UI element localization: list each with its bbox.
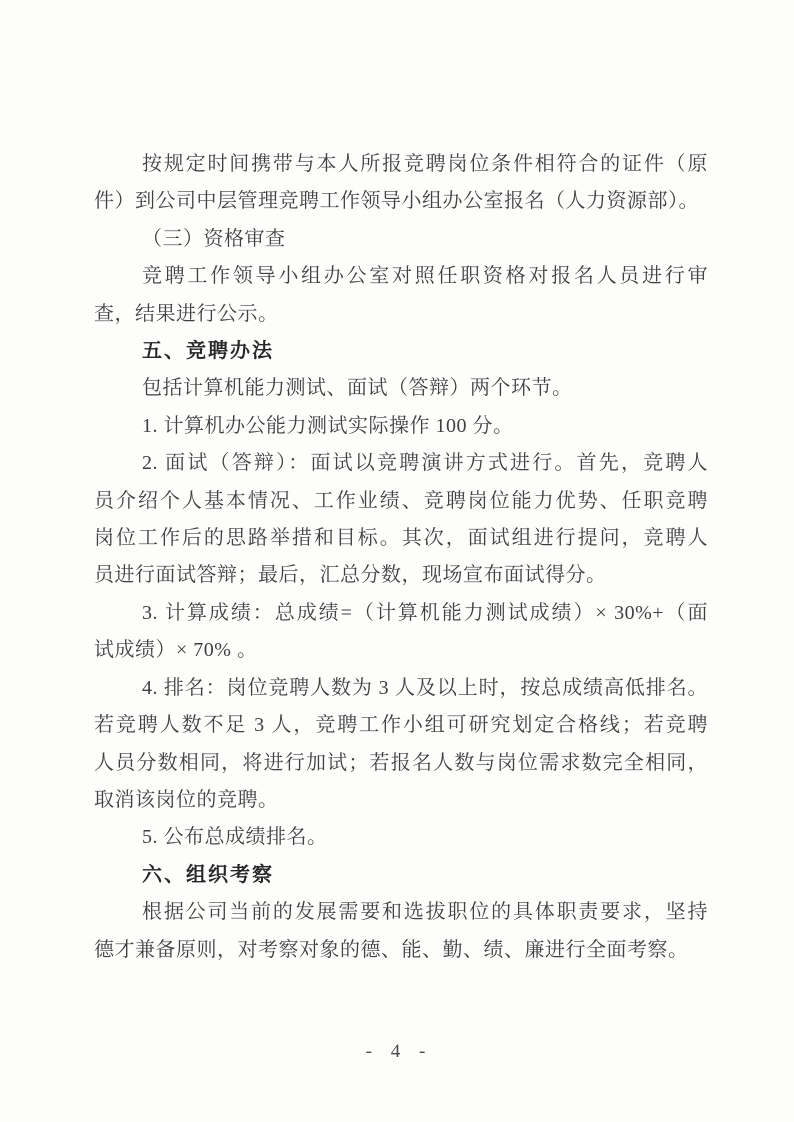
body-paragraph bbox=[94, 258, 708, 333]
text-line: 按规定时间携带与本人所报竞聘岗位条件相符合的证件（原 bbox=[142, 153, 708, 175]
text-line: 五、竞聘办法 bbox=[142, 340, 274, 363]
body-paragraph bbox=[94, 221, 708, 258]
body-paragraph bbox=[94, 408, 708, 445]
text-line: 岗位工作后的思路举措和目标。其次，面试组进行提问，竞聘人 bbox=[94, 527, 708, 550]
text-line: 试成绩）× 70% 。 bbox=[94, 639, 258, 662]
body-paragraph bbox=[94, 670, 708, 820]
body-paragraph bbox=[94, 370, 708, 407]
text-line: 竞聘工作领导小组办公室对照任职资格对报名人员进行审 bbox=[142, 265, 708, 288]
text-line: 德才兼备原则，对考察对象的德、能、勤、绩、廉进行全面考察。 bbox=[94, 938, 689, 961]
text-line: 4. 排名：岗位竞聘人数为 3 人及以上时，按总成绩高低排名。 bbox=[142, 676, 708, 699]
body-paragraph bbox=[94, 894, 708, 969]
text-line: 查，结果进行公示。 bbox=[94, 302, 279, 325]
text-line: 六、组织考察 bbox=[142, 863, 274, 886]
text-line: 若竞聘人数不足 3 人，竞聘工作小组可研究划定合格线；若竞聘 bbox=[94, 714, 708, 737]
text-line: 1. 计算机办公能力测试实际操作 100 分。 bbox=[142, 414, 514, 437]
text-line: 包括计算机能力测试、面试（答辩）两个环节。 bbox=[142, 377, 573, 400]
section-heading bbox=[94, 857, 708, 894]
page-number: - 4 - bbox=[365, 1041, 429, 1062]
text-line: 3. 计算成绩：总成绩=（计算机能力测试成绩）× 30%+（面 bbox=[142, 601, 708, 624]
body-paragraph bbox=[94, 819, 708, 856]
text-line: 件）到公司中层管理竞聘工作领导小组办公室报名（人力资源部）。 bbox=[94, 190, 699, 213]
body-paragraph bbox=[94, 595, 708, 670]
section-heading bbox=[94, 333, 708, 370]
body-paragraph bbox=[94, 445, 708, 595]
text-line: 取消该岗位的竞聘。 bbox=[94, 788, 279, 811]
text-line: 人员分数相同，将进行加试；若报名人数与岗位需求数完全相同， bbox=[94, 751, 708, 774]
text-line: 5. 公布总成绩排名。 bbox=[142, 826, 328, 849]
text-line: 员进行面试答辩；最后，汇总分数，现场宣布面试得分。 bbox=[94, 564, 607, 587]
text-line: 根据公司当前的发展需要和选拔职位的具体职责要求，坚持 bbox=[142, 901, 708, 924]
text-line: 2. 面试（答辩）：面试以竞聘演讲方式进行。首先，竞聘人 bbox=[142, 452, 708, 475]
text-line: 员介绍个人基本情况、工作业绩、竞聘岗位能力优势、任职竞聘 bbox=[94, 489, 708, 512]
document-content bbox=[94, 146, 708, 969]
body-paragraph bbox=[94, 146, 708, 221]
text-line: （三）资格审查 bbox=[142, 227, 286, 250]
